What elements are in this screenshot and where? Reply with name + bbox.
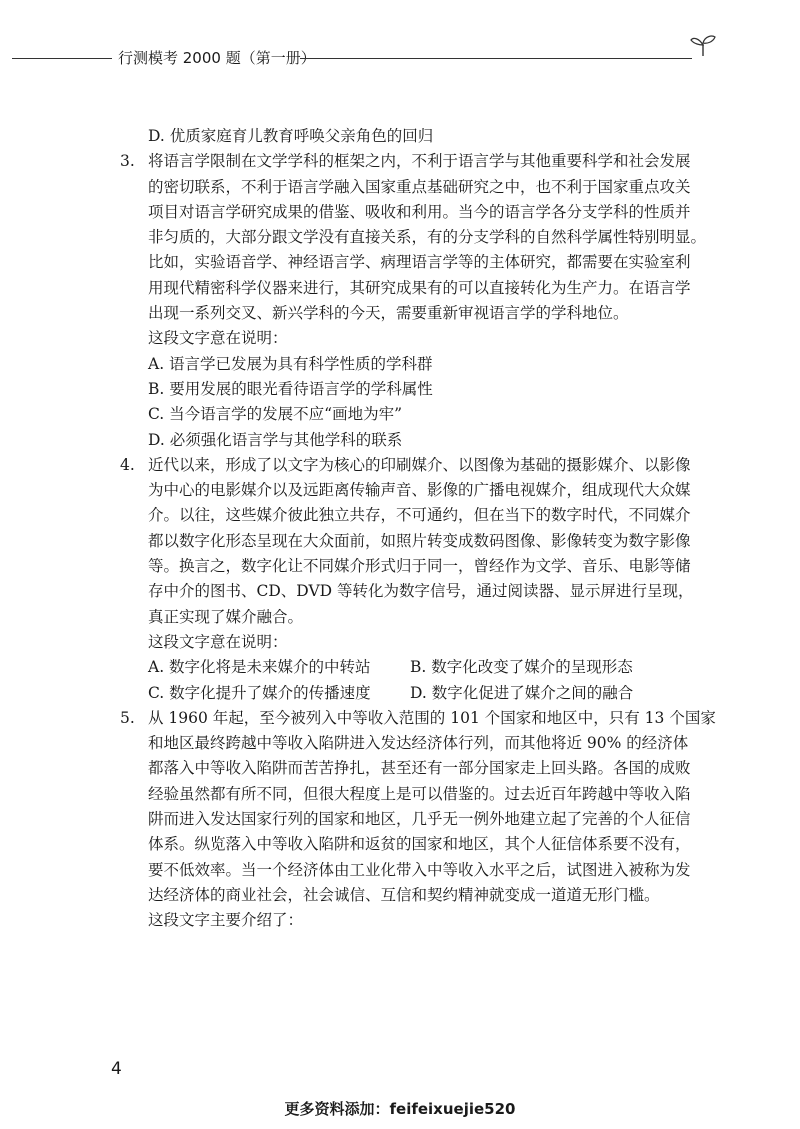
header-rule-left bbox=[12, 58, 112, 59]
q4-text-line: 介。以往，这些媒介彼此独立共存，不可通约，但在当下的数字时代，不同媒介 bbox=[148, 506, 691, 525]
q5-prompt: 这段文字主要介绍了： bbox=[148, 911, 304, 930]
sprout-icon bbox=[690, 34, 716, 56]
q3-text-line: 非匀质的，大部分跟文学没有直接关系，有的分支学科的自然科学属性特别明显。 bbox=[148, 228, 707, 247]
q4-options-row-1 bbox=[120, 655, 720, 680]
question-number: 3. bbox=[120, 152, 135, 171]
q3-text-line: 比如，实验语音学、神经语言学、病理语言学等的主体研究，都需要在实验室利 bbox=[148, 253, 691, 272]
footer-note: 更多资料添加：feifeixuejie520 bbox=[284, 1100, 516, 1118]
q4-text-line: 真正实现了媒介融合。 bbox=[148, 607, 304, 626]
q3-text-line: 项目对语言学研究成果的借鉴、吸收和利用。当今的语言学各分支学科的性质并 bbox=[148, 202, 691, 221]
q4-text-line: 为中心的电影媒介以及远距离传输声音、影像的广播电视媒介，组成现代大众媒 bbox=[148, 481, 691, 500]
q5-text-line: 都落入中等收入陷阱而苦苦挣扎，甚至还有一部分国家走上回头路。各国的成败 bbox=[148, 759, 691, 778]
q5-text-line: 经验虽然都有所不同，但很大程度上是可以借鉴的。过去近百年跨越中等收入陷 bbox=[148, 784, 691, 803]
q4-text-line: 近代以来，形成了以文字为核心的印刷媒介、以图像为基础的摄影媒介、以影像 bbox=[148, 455, 691, 474]
q4-options-row-2 bbox=[120, 681, 720, 706]
question-number: 5. bbox=[120, 708, 135, 727]
q3-option-d: D. 必须强化语言学与其他学科的联系 bbox=[148, 430, 403, 449]
q4-text-line: 等。换言之，数字化让不同媒介形式归于同一，曾经作为文学、音乐、电影等储 bbox=[148, 557, 691, 576]
q4-text-line: 都以数字化形态呈现在大众面前，如照片转变成数码图像、影像转变为数字影像 bbox=[148, 531, 691, 550]
q5-text-line: 和地区最终跨越中等收入陷阱进入发达经济体行列，而其他将近 90% 的经济体 bbox=[148, 734, 689, 753]
q3-option-b: B. 要用发展的眼光看待语言学的学科属性 bbox=[148, 379, 433, 398]
q3-option-c: C. 当今语言学的发展不应“画地为牢” bbox=[148, 405, 403, 424]
q5-text-line: 要不低效率。当一个经济体由工业化带入中等收入水平之后，试图进入被称为发 bbox=[148, 860, 691, 879]
q5-text-line: 体系。纵览落入中等收入陷阱和返贫的国家和地区，其个人征信体系要不没有， bbox=[148, 835, 691, 854]
question-4 bbox=[120, 453, 720, 706]
page-number: 4 bbox=[111, 1059, 122, 1079]
q5-text-line: 阱而进入发达国家行列的国家和地区，几乎无一例外地建立起了完善的个人征信 bbox=[148, 810, 691, 829]
q5-text-line: 从 1960 年起，至今被列入中等收入范围的 101 个国家和地区中，只有 13 个国家 bbox=[148, 708, 716, 727]
question-3 bbox=[120, 149, 720, 453]
q3-prompt: 这段文字意在说明： bbox=[148, 329, 288, 348]
question-number: 4. bbox=[120, 455, 135, 474]
q2-option-d: D. 优质家庭育儿教育呼唤父亲角色的回归 bbox=[148, 127, 434, 145]
q3-option-a: A. 语言学已发展为具有科学性质的学科群 bbox=[148, 354, 433, 373]
q4-prompt: 这段文字意在说明： bbox=[148, 632, 288, 651]
question-5 bbox=[120, 706, 720, 934]
q3-text-line: 将语言学限制在文学学科的框架之内，不利于语言学与其他重要科学和社会发展 bbox=[148, 152, 691, 171]
running-header bbox=[0, 48, 800, 68]
q4-text-line: 存中介的图书、CD、DVD 等转化为数字信号，通过阅读器、显示屏进行呈现， bbox=[148, 582, 694, 601]
q3-text-line: 用现代精密科学仪器来进行，其研究成果有的可以直接转化为生产力。在语言学 bbox=[148, 278, 691, 297]
header-title: 行测模考 2000 题（第一册） bbox=[118, 49, 316, 67]
q4-option-d: D. 数字化促进了媒介之间的融合 bbox=[410, 683, 634, 702]
q4-option-c: C. 数字化提升了媒介的传播速度 bbox=[148, 683, 371, 702]
page-content bbox=[120, 124, 720, 934]
q3-text-line: 的密切联系，不利于语言学融入国家重点基础研究之中，也不利于国家重点攻关 bbox=[148, 177, 691, 196]
header-rule-right bbox=[300, 58, 692, 59]
q4-option-a: A. 数字化将是未来媒介的中转站 bbox=[148, 658, 371, 677]
q3-text-line: 出现一系列交叉、新兴学科的今天，需要重新审视语言学的学科地位。 bbox=[148, 304, 629, 323]
q5-text-line: 达经济体的商业社会，社会诚信、互信和契约精神就变成一道道无形门槛。 bbox=[148, 885, 660, 904]
q4-option-b: B. 数字化改变了媒介的呈现形态 bbox=[410, 658, 633, 677]
